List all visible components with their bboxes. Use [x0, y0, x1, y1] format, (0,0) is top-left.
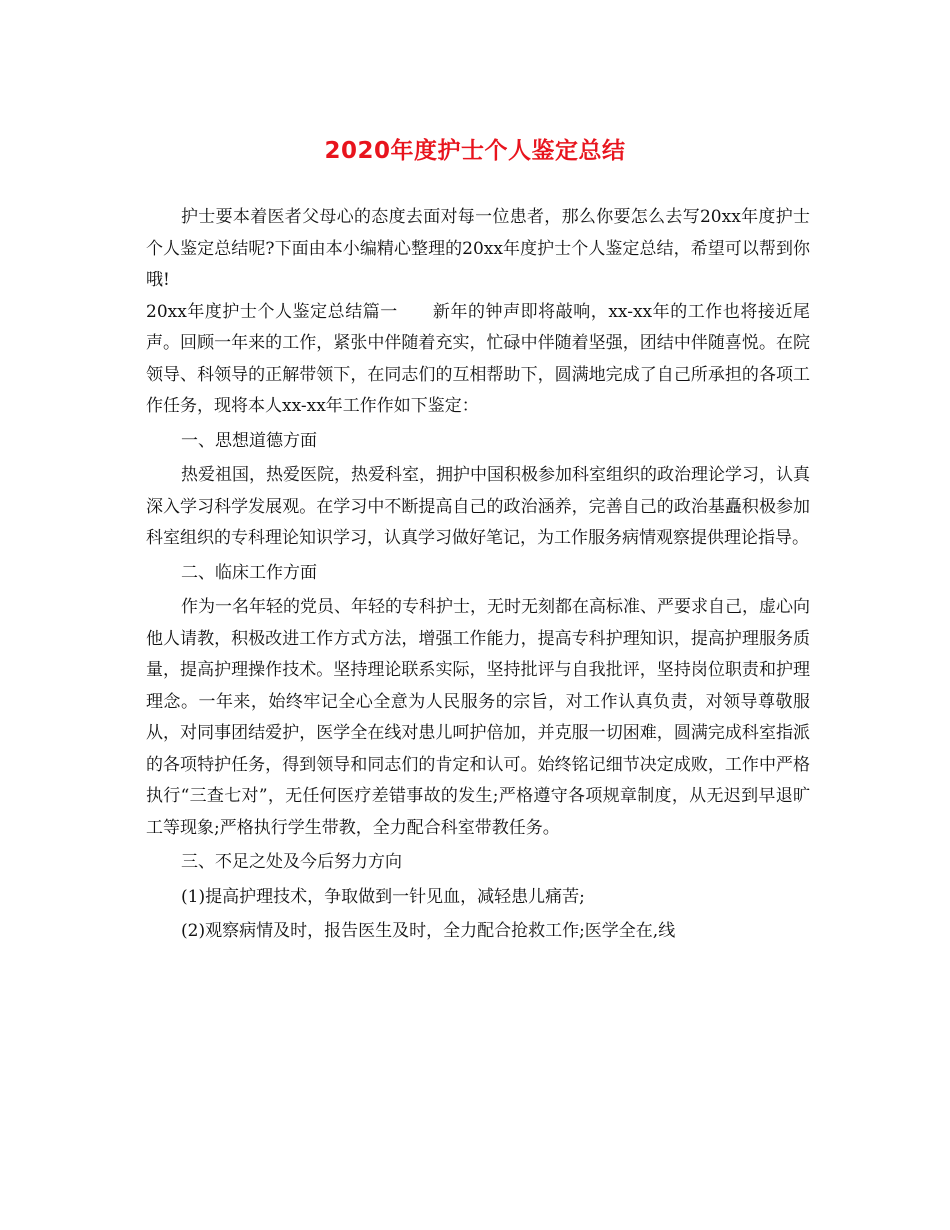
list-item-2: (2)观察病情及时，报告医生及时，全力配合抢救工作;医学全在,线 — [181, 921, 676, 941]
document-title: 2020年度护士个人鉴定总结 — [324, 138, 626, 164]
intro-paragraph: 护士要本着医者父母心的态度去面对每一位患者，那么你要怎么去写20xx年度护士个人鉴定总结呢?下面由本小编精心整理的20xx年度护士个人鉴定总结，希望可以帮到你哦! — [146, 207, 810, 290]
document-body — [146, 202, 810, 948]
section-one-intro-paragraph: 20xx年度护士个人鉴定总结篇一 新年的钟声即将敲响，xx-xx年的工作也将接近尾声。回顾一年来的工作，紧张中伴随着充实，忙碌中伴随着坚强，团结中伴随喜悦。在院领导、科领导的正解带领下，在同志们的互相帮助下，圆满地完成了自己所承担的各项工作任务，现将本人xx-xx年工作作如下鉴定： — [146, 301, 810, 416]
list-item-1: (1)提高护理技术，争取做到一针见血，减轻患儿痛苦; — [181, 886, 585, 907]
heading-moral: 一、思想道德方面 — [181, 430, 317, 451]
clinical-paragraph: 作为一名年轻的党员、年轻的专科护士，无时无刻都在高标准、严要求自己，虚心向他人请教，积极改进工作方式方法，增强工作能力，提高专科护理知识，提高护理服务质量，提高护理操作技术。坚持理论联系实际，坚持批评与自我批评，坚持岗位职责和护理理念。一年来，始终牢记全心全意为人民服务的宗旨，对工作认真负责，对领导尊敬服从，对同事团结爱护，医学全在线对患儿呵护倍加，并克服一切困难，圆满完成科室指派的各项特护任务，得到领导和同志们的肯定和认可。始终铭记细节决定成败，工作中严格执行“三查七对”，无任何医疗差错事故的发生;严格遵守各项规章制度，从无迟到早退旷工等现象;严格执行学生带教，全力配合科室带教任务。 — [146, 597, 810, 838]
heading-clinical: 二、临床工作方面 — [181, 562, 317, 583]
heading-shortcomings: 三、不足之处及今后努力方向 — [181, 852, 402, 872]
moral-paragraph: 热爱祖国，热爱医院，热爱科室，拥护中国积极参加科室组织的政治理论学习，认真深入学习科学发展观。在学习中不断提高自己的政治涵养，完善自己的政治基矗积极参加科室组织的专科理论知识学习，认真学习做好笔记，为工作服务病情观察提供理论指导。 — [146, 465, 810, 548]
